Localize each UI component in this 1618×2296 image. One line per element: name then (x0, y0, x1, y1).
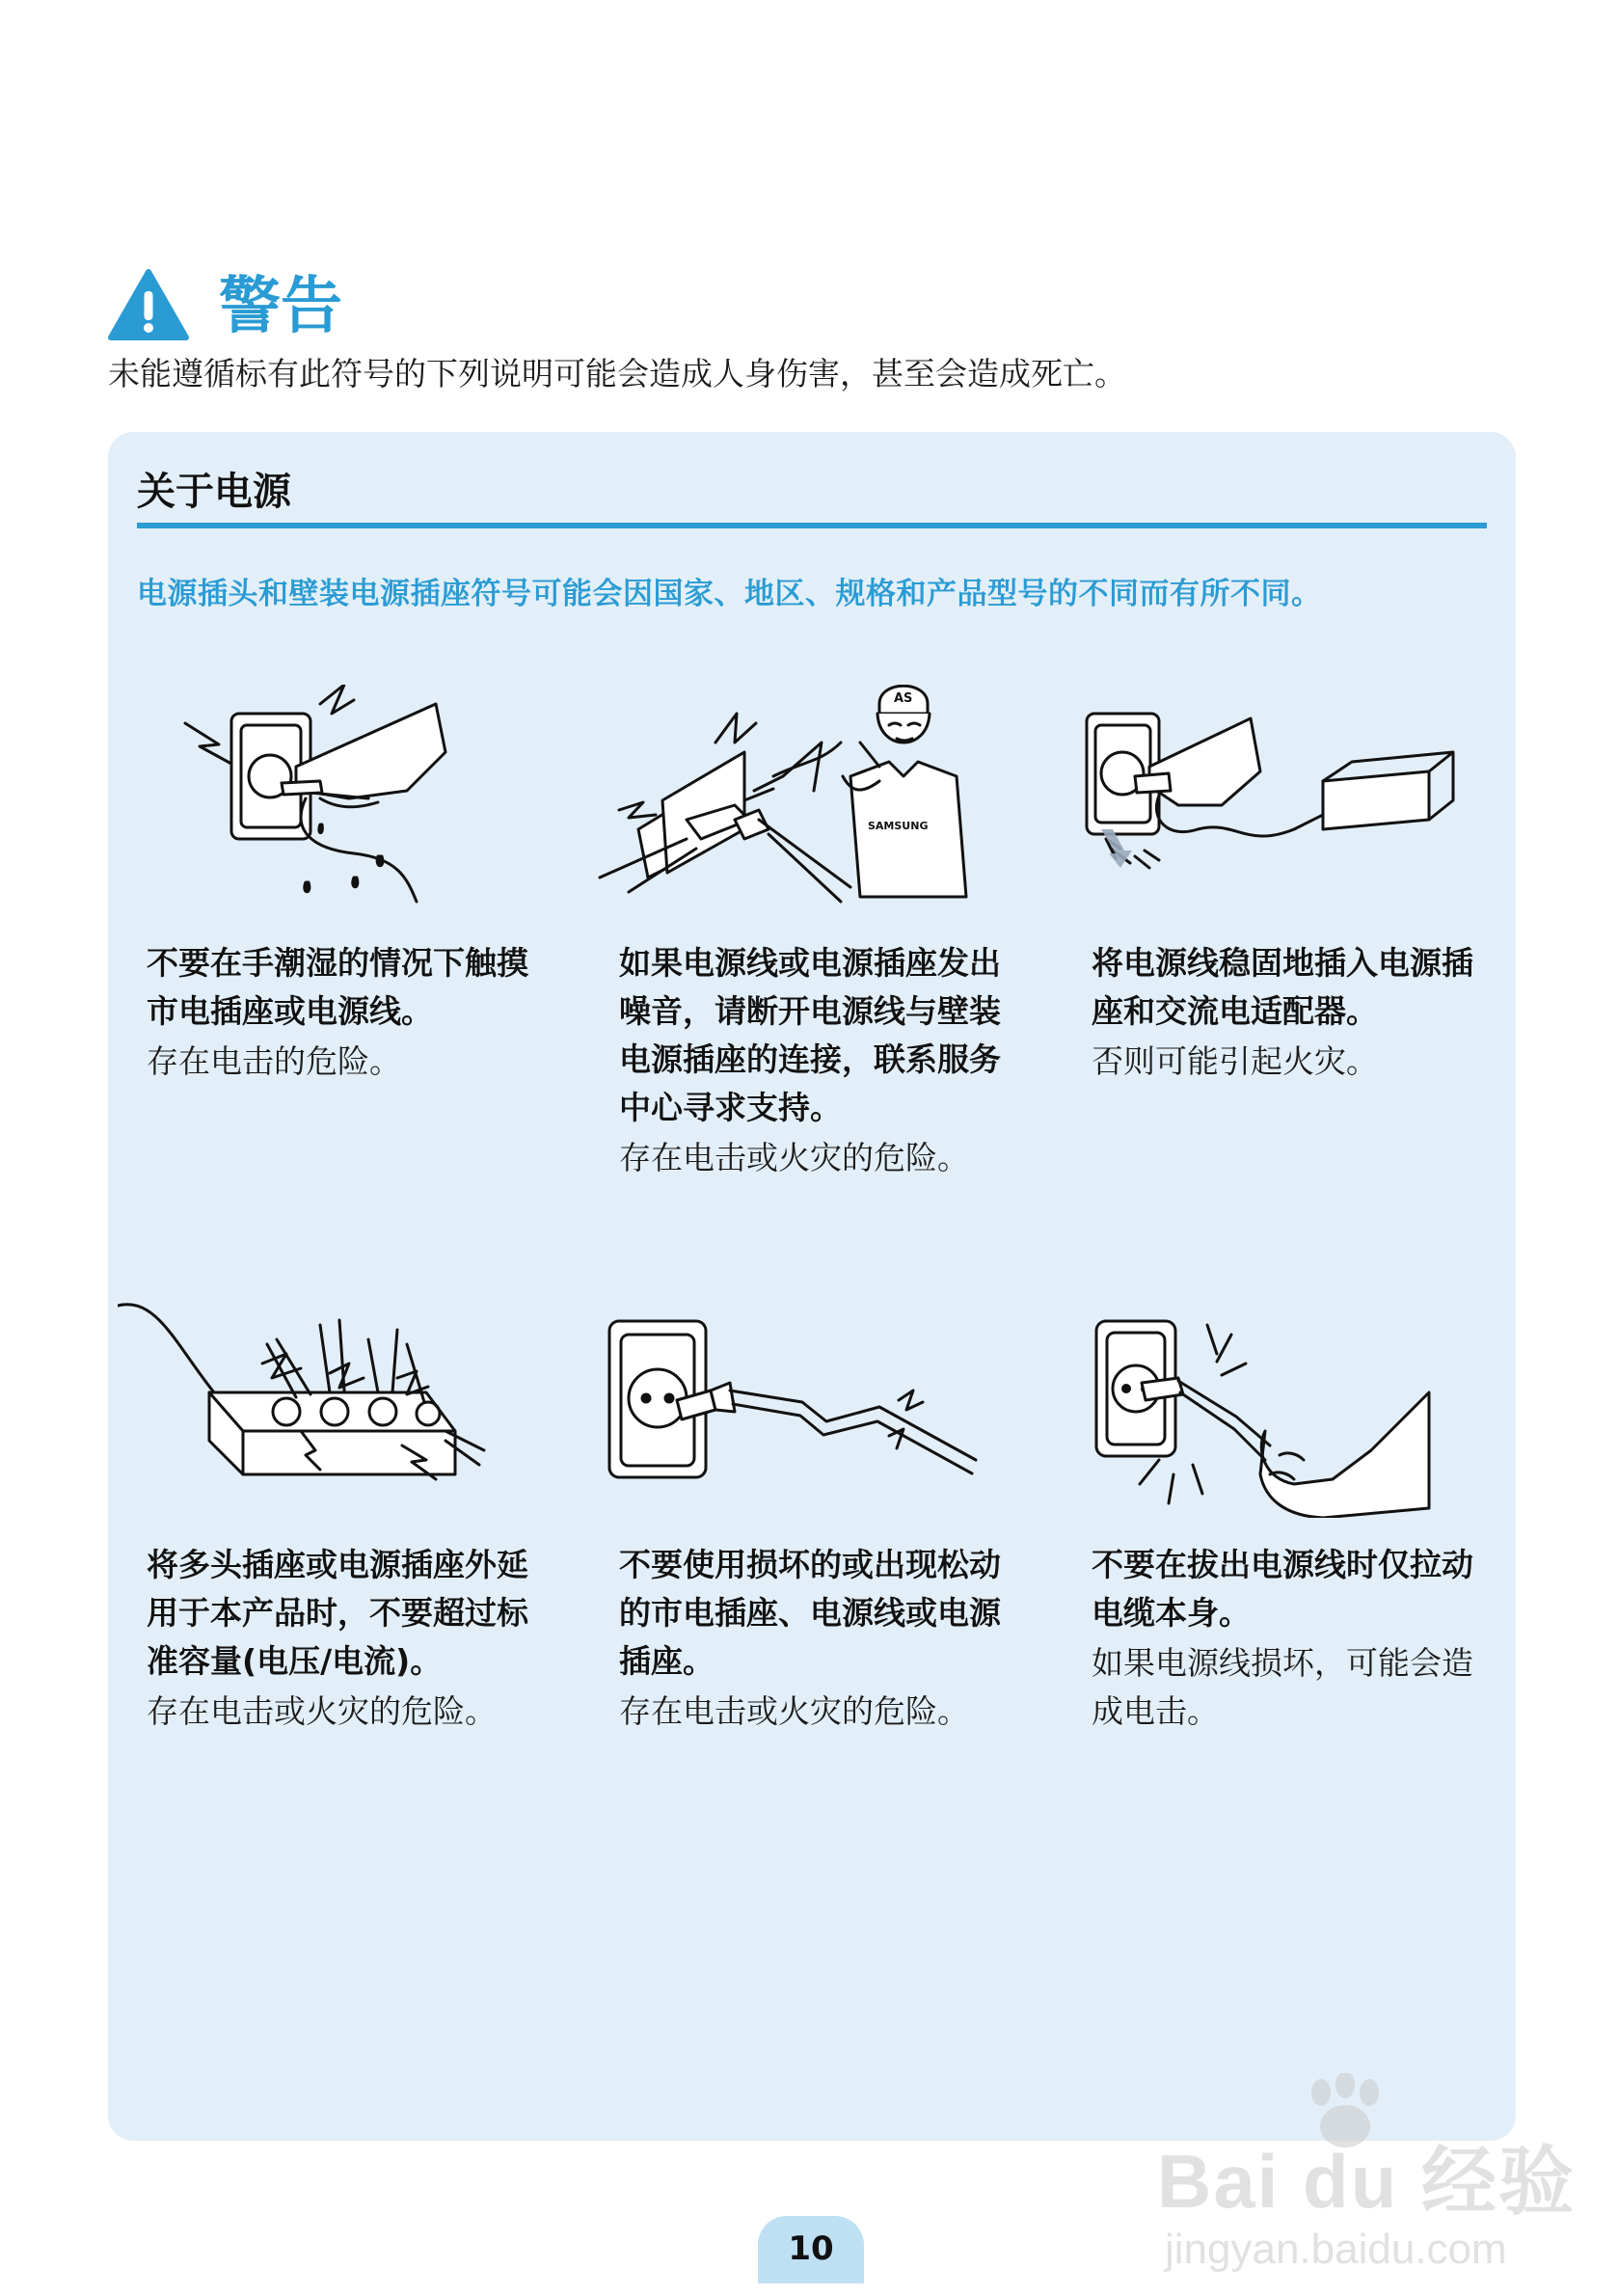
item-heading: 不要在拔出电源线时仅拉动电缆本身。 (1092, 1546, 1473, 1632)
item-risk: 存在电击或火灾的危险。 (619, 1692, 969, 1730)
item-risk: 如果电源线损坏，可能会造成电击。 (1092, 1644, 1473, 1730)
item-risk: 存在电击或火灾的危险。 (619, 1139, 969, 1176)
item-heading: 如果电源线或电源插座发出噪音，请断开电源线与壁装电源插座的连接，联系服务中心寻求支持。 (619, 944, 1001, 1126)
warning-description: 未能遵循标有此符号的下列说明可能会造成人身伤害，甚至会造成死亡。 (108, 355, 1126, 392)
section-title: 关于电源 (137, 470, 291, 514)
item-heading: 不要使用损坏的或出现松动的市电插座、电源线或电源插座。 (619, 1546, 1001, 1680)
noisy-outlet-service-illustration (590, 685, 1005, 916)
watermark-url: jingyan.baidu.com (1165, 2226, 1507, 2273)
watermark-brand: Bai du 经验 (1157, 2139, 1577, 2224)
page-number: 10 (788, 2229, 834, 2268)
section-divider (137, 523, 1487, 528)
overloaded-power-strip-illustration (118, 1286, 532, 1518)
item-heading: 将多头插座或电源插座外延用于本产品时，不要超过标准容量(电压/电流)。 (147, 1546, 528, 1680)
pull-cable-illustration (1063, 1286, 1477, 1518)
cap-label: AS (894, 691, 913, 706)
shirt-label: SAMSUNG (868, 820, 929, 832)
item-risk: 存在电击的危险。 (147, 1042, 401, 1080)
warning-triangle-icon (108, 268, 189, 341)
section-notice: 电源插头和壁装电源插座符号可能会因国家、地区、规格和产品型号的不同而有所不同。 (137, 577, 1322, 611)
item-risk: 否则可能引起火灾。 (1092, 1042, 1378, 1080)
warning-title: 警告 (219, 271, 342, 342)
wet-hand-outlet-illustration (118, 685, 532, 916)
item-risk: 存在电击或火灾的危险。 (147, 1692, 497, 1730)
damaged-cord-illustration (590, 1286, 1005, 1518)
item-heading: 不要在手潮湿的情况下触摸市电插座或电源线。 (147, 944, 528, 1030)
power-section-panel (108, 432, 1516, 2141)
plug-firmly-adapter-illustration (1063, 685, 1477, 916)
page-number-tab (758, 2216, 864, 2283)
baidu-watermark (1147, 2073, 1577, 2285)
item-heading: 将电源线稳固地插入电源插座和交流电适配器。 (1092, 944, 1473, 1030)
